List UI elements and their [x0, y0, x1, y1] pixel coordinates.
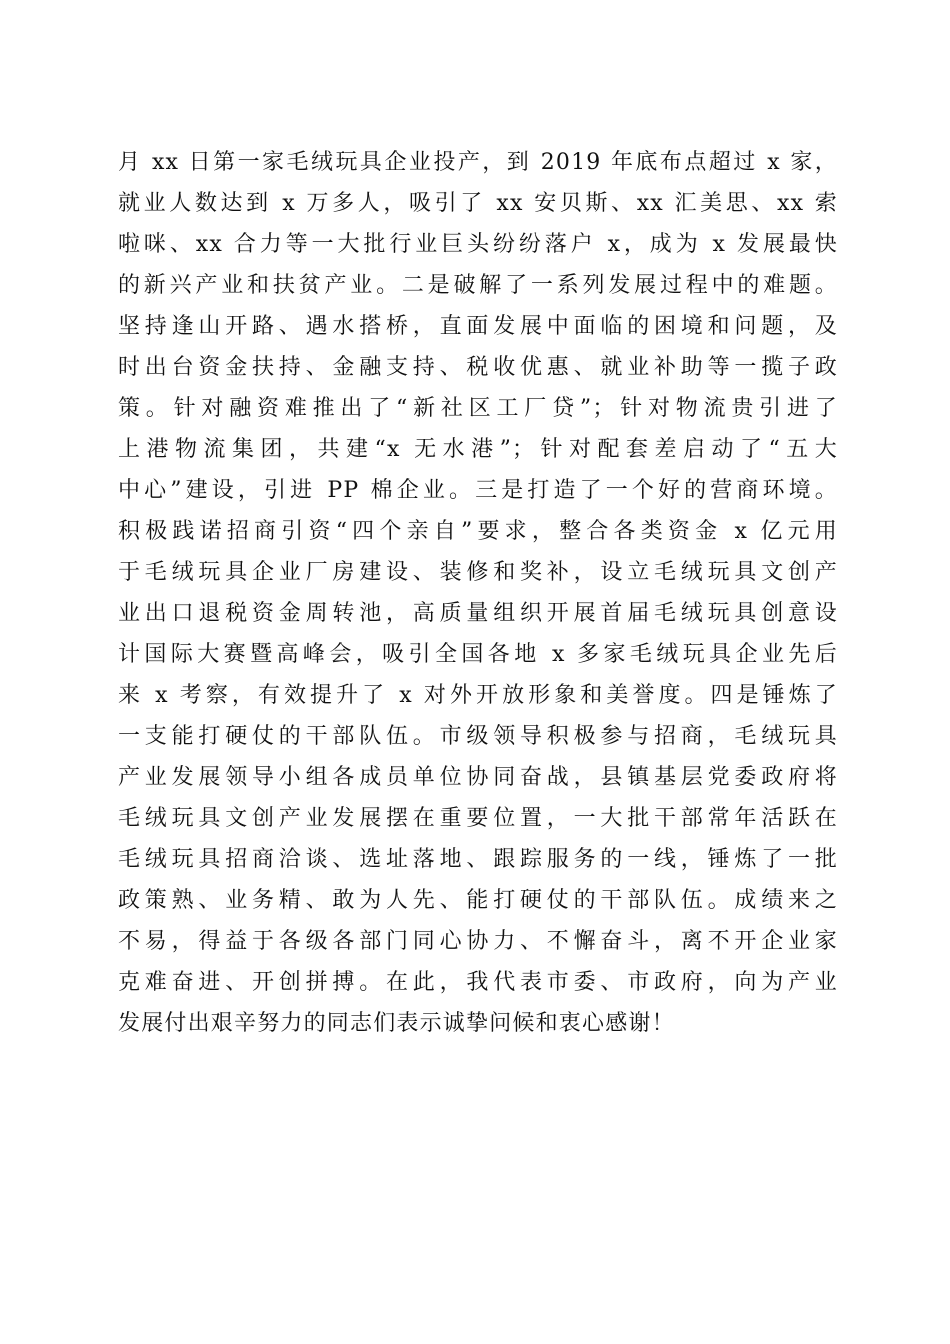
- text-line: 时出台资金扶持、金融支持、税收优惠、就业补助等一揽子政: [118, 355, 838, 380]
- text-line: 于毛绒玩具企业厂房建设、装修和奖补，设立毛绒玩具文创产: [118, 560, 838, 585]
- text-line: 策。针对融资难推出了“新社区工厂贷”；针对物流贵引进了: [118, 396, 838, 421]
- text-line: 业出口退税资金周转池，高质量组织开展首届毛绒玩具创意设: [118, 601, 838, 626]
- text-line: 就业人数达到 x 万多人，吸引了 xx 安贝斯、xx 汇美思、xx 索: [118, 191, 838, 216]
- text-line: 毛绒玩具文创产业发展摆在重要位置，一大批干部常年活跃在: [118, 806, 838, 831]
- text-line: 毛绒玩具招商洽谈、选址落地、跟踪服务的一线，锤炼了一批: [118, 847, 838, 872]
- text-line: 啦咪、xx 合力等一大批行业巨头纷纷落户 x，成为 x 发展最快: [118, 232, 838, 257]
- body-paragraph: [118, 142, 838, 1044]
- text-line: 政策熟、业务精、敢为人先、能打硬仗的干部队伍。成绩来之: [118, 888, 838, 913]
- text-line: 来 x 考察，有效提升了 x 对外开放形象和美誉度。四是锤炼了: [118, 683, 838, 708]
- text-line: 克难奋进、开创拼搏。在此，我代表市委、市政府，向为产业: [118, 970, 838, 995]
- text-line: 上港物流集团，共建“x 无水港”；针对配套差启动了“五大: [118, 437, 838, 462]
- text-line: 坚持逢山开路、遇水搭桥，直面发展中面临的困境和问题，及: [118, 314, 838, 339]
- text-line: 计国际大赛暨高峰会，吸引全国各地 x 多家毛绒玩具企业先后: [118, 642, 838, 667]
- text-line: 积极践诺招商引资“四个亲自”要求，整合各类资金 x 亿元用: [118, 519, 838, 544]
- text-line: 的新兴产业和扶贫产业。二是破解了一系列发展过程中的难题。: [118, 273, 838, 298]
- text-line: 不易，得益于各级各部门同心协力、不懈奋斗，离不开企业家: [118, 929, 838, 954]
- text-line: 一支能打硬仗的干部队伍。市级领导积极参与招商，毛绒玩具: [118, 724, 838, 749]
- text-line: 产业发展领导小组各成员单位协同奋战，县镇基层党委政府将: [118, 765, 838, 790]
- text-line: 中心”建设，引进 PP 棉企业。三是打造了一个好的营商环境。: [118, 478, 838, 503]
- text-line: 月 xx 日第一家毛绒玩具企业投产，到 2019 年底布点超过 x 家，: [118, 150, 838, 175]
- text-line-last: 发展付出艰辛努力的同志们表示诚挚问候和衷心感谢！: [118, 1011, 675, 1036]
